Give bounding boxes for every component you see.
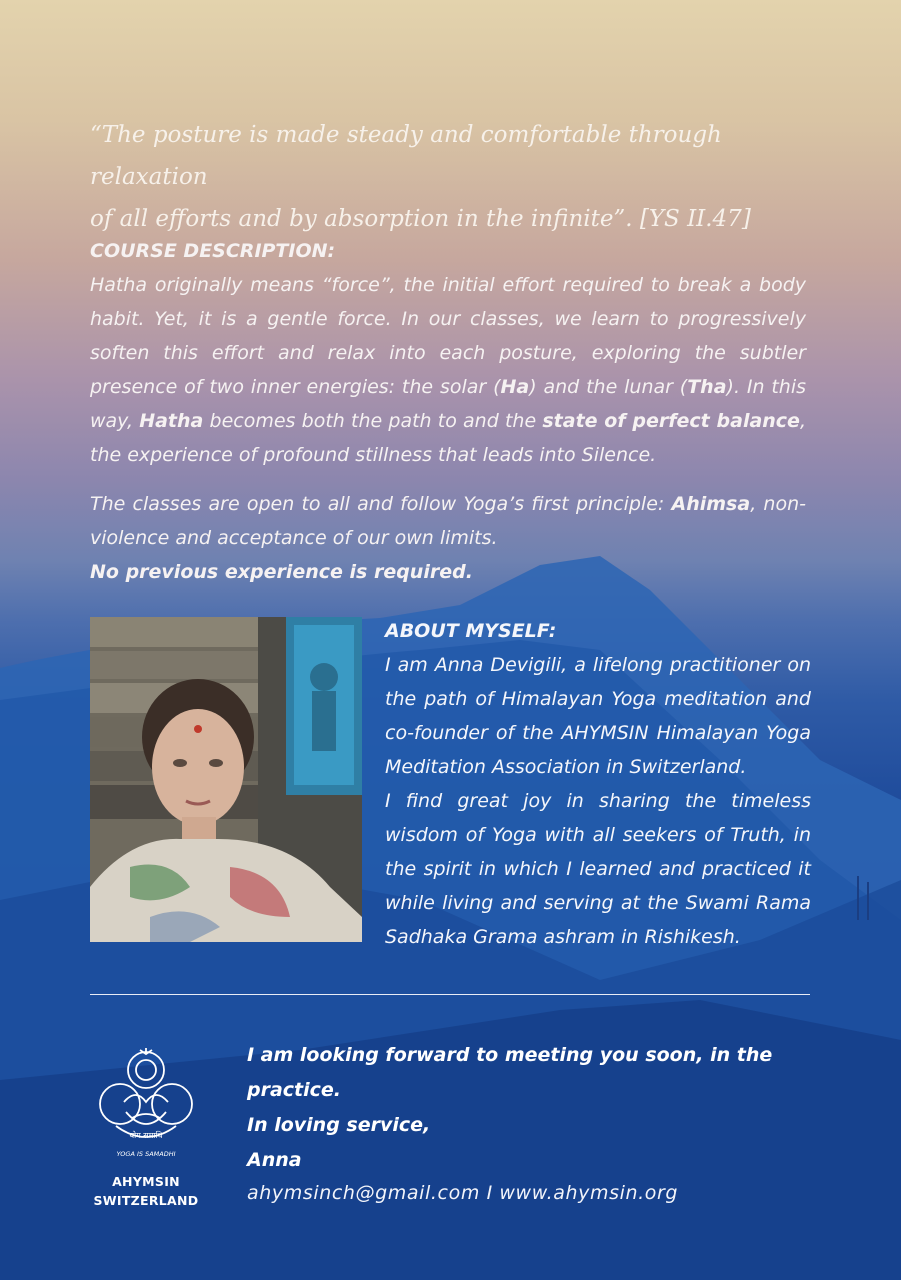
course-description-heading: COURSE DESCRIPTION: (90, 240, 336, 262)
about-paragraph-1: I am Anna Devigili, a lifelong practitioner on the path of Himalayan Yoga meditation and co-founder of the AHYMSIN Himalayan Yoga Meditation Association in Switzerland. (385, 654, 811, 778)
course-description-paragraph (90, 234, 806, 472)
ha-term: Ha (500, 376, 530, 398)
section-divider (90, 994, 810, 995)
logo-caption (80, 1172, 212, 1210)
no-experience-note: No previous experience is required. (90, 561, 473, 583)
closing-line-1: I am looking forward to meeting you soon, in the practice. (247, 1044, 773, 1101)
ahymsin-logo-icon (96, 1044, 196, 1162)
closing-line-2: In loving service, (247, 1114, 431, 1136)
balance-term: state of perfect balance (542, 410, 800, 432)
logo-script-text: योग समाधि (129, 1131, 163, 1140)
classes-text: , non-violence and acceptance of our own limits. (90, 493, 806, 549)
quote-line-2: of all efforts and by absorption in the infinite”. [YS II.47] (90, 206, 751, 232)
about-myself-section (385, 614, 811, 954)
logo-motto: YOGA IS SAMADHI (116, 1150, 176, 1158)
classes-paragraph (90, 487, 806, 589)
course-text: ) and the lunar ( (529, 376, 688, 398)
quote-line-1: “The posture is made steady and comfortable through relaxation (90, 122, 722, 190)
logo-caption-line-2: SWITZERLAND (93, 1193, 199, 1208)
closing-message (247, 1038, 807, 1178)
ahimsa-term: Ahimsa (671, 493, 751, 515)
course-text: Hatha originally means “force”, the initial effort required to break a body habit. Yet, it is a gentle force. In our classes, we learn to progressively soften this effort and relax into each posture, exploring the subtler presence of two inner energies: the solar ( (90, 274, 806, 398)
yoga-sutra-quote (90, 114, 830, 240)
classes-text: The classes are open to all and follow Yoga’s first principle: (90, 493, 672, 515)
course-text: , the experience of profound stillness that leads into Silence. (90, 410, 806, 466)
hatha-term: Hatha (139, 410, 204, 432)
about-heading: ABOUT MYSELF: (385, 620, 557, 642)
portrait-photo (90, 617, 362, 942)
tha-term: Tha (687, 376, 727, 398)
about-paragraph-2: I find great joy in sharing the timeless wisdom of Yoga with all seekers of Truth, in the spirit in which I learned and practiced it while living and serving at the Swami Rama Sadhaka Grama ashram in Rishikesh. (385, 790, 811, 948)
logo-caption-line-1: AHYMSIN (112, 1174, 180, 1189)
closing-signature: Anna (247, 1149, 302, 1171)
course-text: ). In this way, (90, 376, 807, 432)
contact-info[interactable]: ahymsinch@gmail.com I www.ahymsin.org (247, 1182, 679, 1204)
course-text: becomes both the path to and the (203, 410, 543, 432)
